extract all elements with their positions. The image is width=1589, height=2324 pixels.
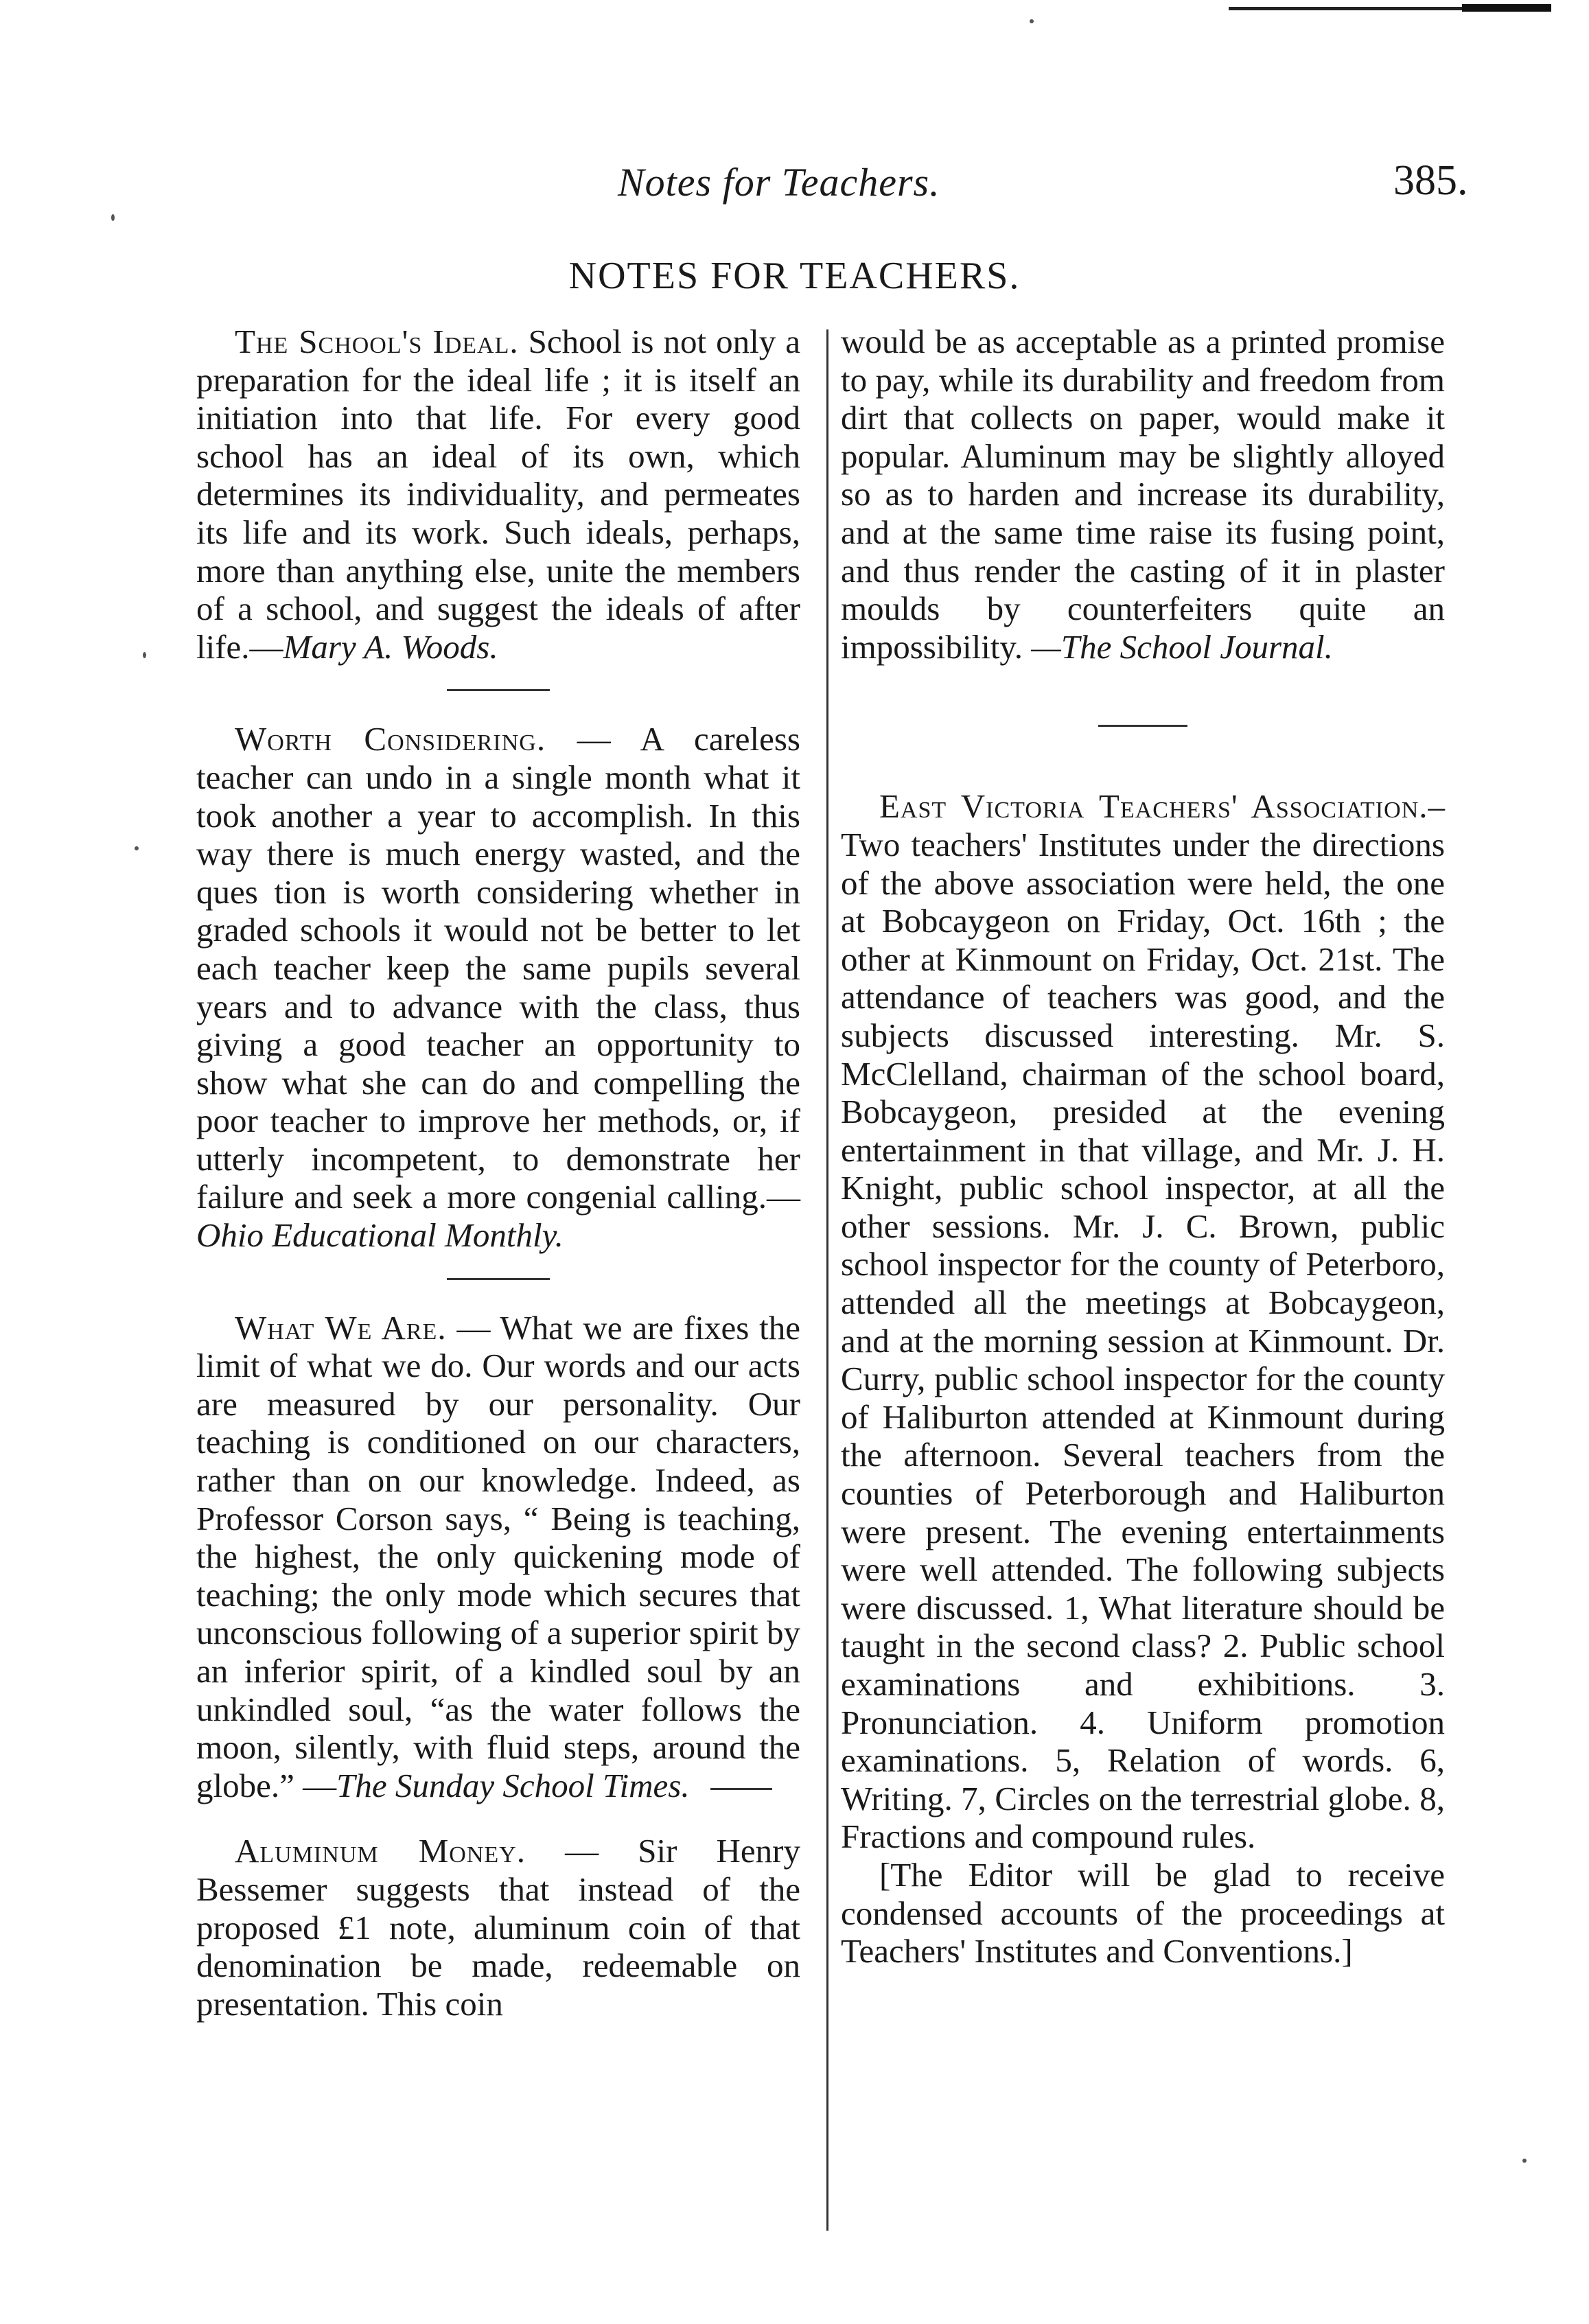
section-separator — [710, 1788, 772, 1790]
article-heading: East Victoria Teachers' Association. — [879, 787, 1428, 826]
article-heading: The School's Ideal. — [235, 323, 519, 360]
running-head: Notes for Teachers. — [618, 160, 940, 205]
article-heading: Aluminum Money. — [235, 1832, 526, 1870]
article-schools-ideal — [196, 323, 800, 666]
section-separator — [447, 1278, 550, 1280]
top-edge-rule-thick — [1462, 4, 1551, 12]
article-heading: Worth Considering. — [235, 720, 546, 758]
scan-speck — [111, 214, 115, 221]
article-source: Ohio Educational Monthly. — [196, 1216, 564, 1255]
article-body: [The Editor will be glad to receive condensed accounts of the proceedings at Teachers' Institutes and Conventions.] — [841, 1855, 1445, 1971]
article-body: — What we are fixes the limit of what we do. Our words and our acts are measured by our personality. Our teaching is conditioned on our characters, rather than on our knowledge. Indeed, as Professor Corson says, “ Being is teaching, the highest, the only quickening mode of teaching; the only mode which secures that unconscious following of a superior spirit by an inferior spirit, of a kindled soul by an unkindled soul, “as the water follows the moon, silently, with fluid steps, around the globe.” — — [196, 1308, 800, 1804]
article-source: Mary A. Woods. — [283, 627, 498, 666]
article-aluminum-money — [196, 1832, 800, 2023]
article-heading: What We Are. — [235, 1308, 447, 1347]
page-title: NOTES FOR TEACHERS. — [568, 255, 1021, 297]
article-source: —The School Journal. — [1031, 627, 1333, 666]
scan-speck — [135, 846, 139, 850]
article-what-we-are — [196, 1309, 800, 1805]
page-number: 385. — [1393, 157, 1468, 204]
article-worth-considering — [196, 720, 800, 1254]
article-editor-note — [841, 1856, 1445, 1971]
article-body: — A careless teacher can undo in a single month what it took another a year to accomplish. In this way there is much energy wasted, and the ques tion is worth considering whether in graded schools it would not be better to let each teacher keep the same pupils several years and to advance with the class, thus giving a good teacher an opportunity to show what she can do and compelling the poor teacher to improve her methods, or, if utterly incompetent, to demonstrate her failure and seek a more congenial calling.— — [196, 720, 801, 1216]
scan-speck — [1030, 19, 1034, 23]
article-aluminum-continued — [841, 323, 1445, 666]
right-column — [841, 323, 1445, 1971]
article-body: — Sir Henry Bessemer suggests that instead of the proposed £1 note, aluminum coin of that denomination be made, redeemable on presentation. This coin — [196, 1832, 800, 2023]
article-east-victoria — [841, 787, 1445, 1856]
section-separator — [447, 689, 550, 691]
article-body: would be as acceptable as a printed promise to pay, while its durability and freedom from dirt that collects on paper, would make it popular. Aluminum may be slightly alloyed so as to harden and increase its durability, and at the same time raise its fusing point, and thus render the casting of it in plaster moulds by counterfeiters quite an impossibility. — [841, 323, 1445, 666]
scan-speck — [143, 652, 146, 658]
column-divider — [826, 329, 828, 2231]
left-column — [196, 323, 800, 2023]
article-body: –Two teachers' Institutes under the directions of the above association were held, the one at Bobcaygeon on Friday, Oct. 16th ; the other at Kinmount on Friday, Oct. 21st. The attendance of teachers was good, and the subjects discussed interesting. Mr. S. McClelland, chairman of the school board, Bobcaygeon, presided at the evening entertainment in that village, and Mr. J. H. Knight, public school inspector, at all the other sessions. Mr. J. C. Brown, public school inspector for the county of Peterboro, attended all the meetings at Bobcaygeon, and at the morning session at Kinmount. Dr. Curry, public school inspector for the county of Haliburton attended at Kinmount during the afternoon. Several teachers from the counties of Peterborough and Haliburton were present. The evening entertainments were well attended. The following subjects were discussed. 1, What literature should be taught in the second class? 2. Public school examinations and exhibitions. 3. Pronunciation. 4. Uniform promotion examinations. 5, Relation of words. 6, Writing. 7, Circles on the terrestrial globe. 8, Fractions and compound rules. — [841, 787, 1445, 1856]
article-body: School is not only a preparation for the ideal life ; it is itself an initiation into that life. For every good school has an ideal of its own, which determines its individuality, and permeates its life and its work. Such ideals, perhaps, more than anything else, unite the members of a school, and suggest the ideals of after life.— — [196, 323, 801, 666]
article-source: The Sunday School Times. — [336, 1766, 690, 1804]
section-separator — [1098, 725, 1187, 727]
scan-speck — [1522, 2159, 1527, 2163]
